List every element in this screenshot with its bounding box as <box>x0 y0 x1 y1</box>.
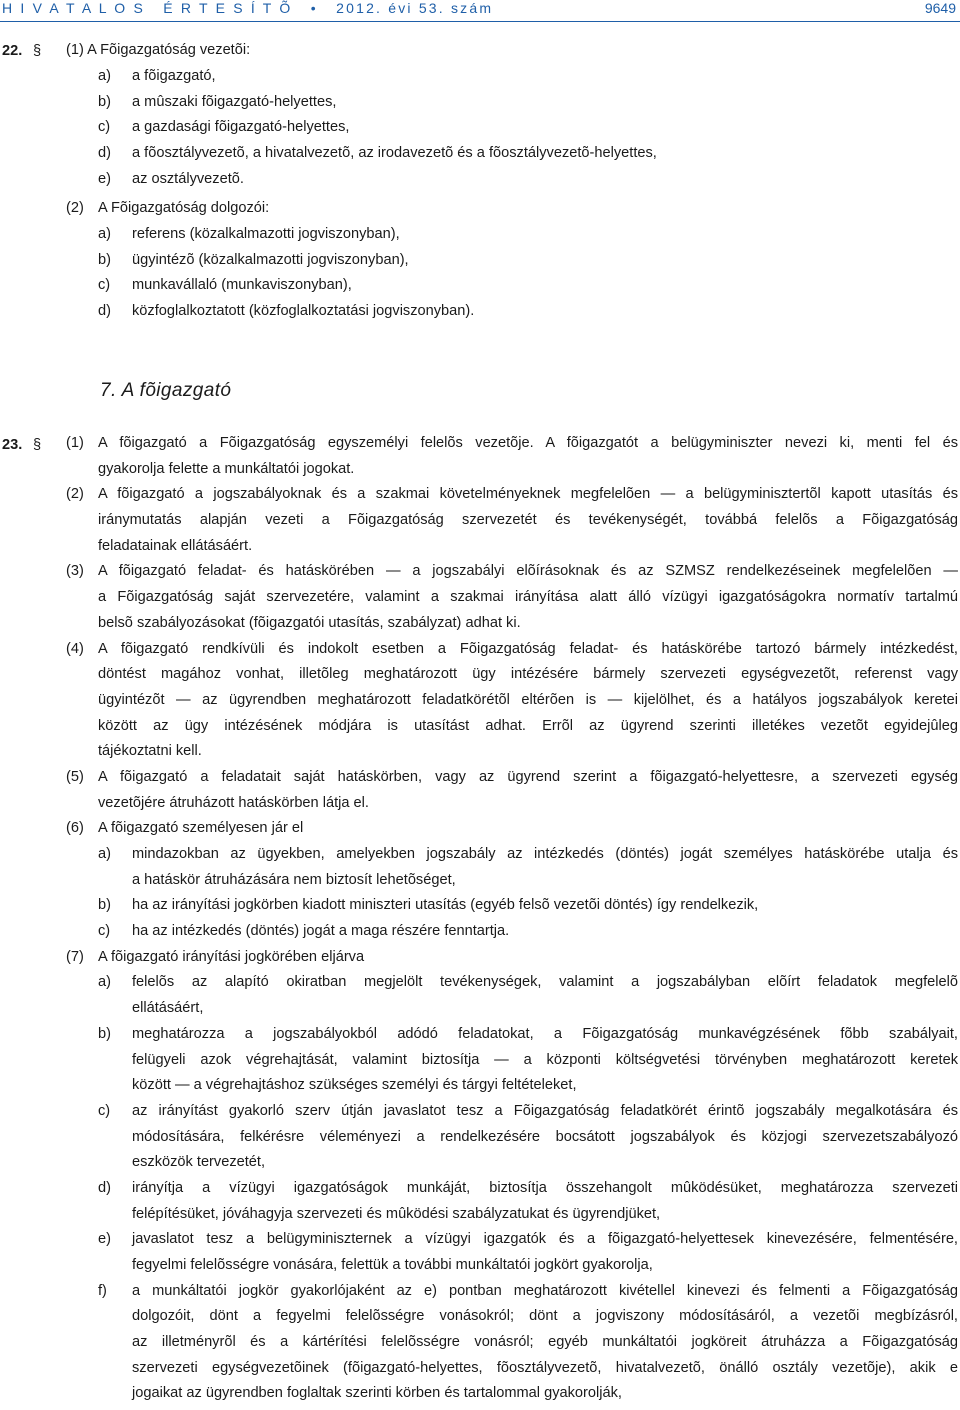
text-line: belsõ szabályozásokat (fõigazgatói utasítás, szabályzat) adhat ki. <box>98 614 521 631</box>
text-line: A fõigazgató a feladatait saját hatáskörben, vagy az ügyrend szerint a fõigazgató-helyettesre, a szervezeti egység <box>98 768 958 785</box>
text-line: ha az intézkedés (döntés) jogát a maga részére fenntartja. <box>132 923 510 940</box>
text-line: felelõs az alapító okiratban megjelölt tevékenységek, valamint a jogszabályban elõírt feladatok megfelelõ <box>132 974 958 991</box>
text-line: felügyeli azok végrehajtását, valamint biztosítja — a központi költségvetési törvényben meghatározott keretek <box>132 1051 958 1068</box>
list-item <box>98 115 938 141</box>
s22-p1-intro: (1) A Fõigazgatóság vezetõi: <box>66 42 251 58</box>
text-line: mindazokban az ügyekben, amelyekben jogszabály az intézkedés (döntés) jogát személyes hatáskörébe utalja és <box>132 846 958 862</box>
paragraph-number: (4) <box>66 640 84 657</box>
item-letter: d) <box>98 1179 111 1196</box>
list-item <box>98 248 938 274</box>
section-sign: § <box>33 437 42 453</box>
list-item <box>66 970 958 1021</box>
item-text: a mûszaki fõigazgató-helyettes, <box>132 93 337 110</box>
item-letter: b) <box>98 897 111 914</box>
list-item <box>66 842 958 893</box>
paragraph-intro: A fõigazgató személyesen jár el <box>98 820 304 837</box>
list-item <box>66 1176 958 1227</box>
text-line: szervezeti egységvezetõinek (fõigazgató-helyettes, fõosztályvezetõ, hivatalvezetõ, önálló osztály vezetõje), akik e <box>132 1359 958 1376</box>
text-line: fegyelmi felelõsségre vonására, felettük a további munkáltatói jogkört gyakorolja, <box>132 1257 653 1273</box>
section-22-number: 22. <box>2 43 23 59</box>
text-line: módosítására, felkérésre véleményezi a rendelkezésére bocsátott jogszabályok és közjogi szervezetszabályozó <box>132 1128 958 1145</box>
text-line: ügyintézõt — az ügyrendben meghatározott feladatkörétõl eltérõen is — kijelölhet, és a hatályos jogszabályok keretei <box>98 691 958 708</box>
text-line: gyakorolja felette a munkáltatói jogokat. <box>98 460 355 477</box>
paragraph-number: (6) <box>66 820 84 837</box>
item-letter: b) <box>98 1025 111 1042</box>
list-item <box>66 1279 958 1407</box>
text-line: felépítésüket, jóváhagyja szervezeti és mûködési szabályzatukat és ügyrendjüket, <box>132 1205 661 1222</box>
paragraph <box>66 431 958 482</box>
text-line: irányítja a vízügyi igazgatóságok munkáját, biztosítja összehangolt mûködésüket, meghatározza szervezeti <box>132 1179 958 1196</box>
item-letter: c) <box>98 119 111 136</box>
list-item <box>98 90 938 116</box>
paragraph <box>66 559 958 636</box>
page-header <box>0 0 960 22</box>
paragraph <box>66 765 958 816</box>
list-item <box>66 1227 958 1278</box>
list-item <box>98 64 938 90</box>
item-letter: d) <box>98 145 111 162</box>
paragraph-number: (1) <box>66 435 84 451</box>
s23-body <box>66 431 958 1407</box>
s22-p2-num: (2) <box>66 200 84 216</box>
paragraph <box>66 816 958 944</box>
item-letter: b) <box>98 93 111 110</box>
item-letter: e) <box>98 1231 111 1248</box>
paragraph-intro: A fõigazgató irányítási jogkörében eljárva <box>98 948 365 965</box>
item-text: az osztályvezetõ. <box>132 170 244 187</box>
text-line: javaslatot tesz a belügyminiszternek a vízügyi igazgatók és a fõigazgató-helyettesek kinevezésére, felmentésére, <box>132 1231 958 1248</box>
item-text: közfoglalkoztatott (közfoglalkoztatási jogviszonyban). <box>132 303 475 320</box>
item-text: referens (közalkalmazotti jogviszonyban), <box>132 226 400 242</box>
paragraph-number: (5) <box>66 768 84 785</box>
text-line: tájékoztatni kell. <box>98 743 202 760</box>
s22-p2-intro: A Fõigazgatóság dolgozói: <box>98 200 270 216</box>
list-item <box>98 222 938 248</box>
item-text: a fõosztályvezetõ, a hivatalvezetõ, az irodavezetõ és a fõosztályvezetõ-helyettes, <box>132 145 657 162</box>
item-letter: a) <box>98 226 111 242</box>
text-line: döntést magához vonhat, illetõleg meghatározott ügy intézésére bármely szervezeti egységvezetõt, referenst vagy <box>98 666 958 683</box>
page-number: 9649 <box>924 0 956 16</box>
chapter-heading: 7. A fõigazgató <box>100 380 232 401</box>
paragraph <box>66 945 958 1407</box>
text-line: az illetményrõl és a kártérítési felelõsségre vonásról; egyéb munkáltatói jogköreit átruházza a Fõigazgatóság <box>132 1334 958 1351</box>
paragraph-number: (3) <box>66 563 84 580</box>
item-letter: f) <box>98 1282 107 1299</box>
text-line: ha az irányítási jogkörben kiadott miniszteri utasítás (egyéb felsõ vezetõi döntés) így rendelkezik, <box>132 897 759 914</box>
item-text: a gazdasági fõigazgató-helyettes, <box>132 119 350 136</box>
list-item <box>98 273 938 299</box>
list-item <box>66 1022 958 1099</box>
item-text: munkavállaló (munkaviszonyban), <box>132 277 352 294</box>
paragraph-number: (2) <box>66 486 84 503</box>
item-letter: a) <box>98 68 111 84</box>
text-line: A fõigazgató feladat- és hatáskörében — a jogszabályi elõírásoknak és az SZMSZ rendelkezéseinek megfelelõen — <box>98 563 958 580</box>
text-line: dolgozóit, dönt a fegyelmi felelõsségre vonásokról; dönt a jogviszony módosításáról, a vezetõi megbízásról, <box>132 1308 958 1325</box>
paragraph <box>66 482 958 559</box>
item-letter: c) <box>98 923 111 940</box>
text-line: vezetõjére átruházott hatáskörben látja el. <box>98 794 369 811</box>
paragraph-number: (7) <box>66 948 84 965</box>
text-line: A fõigazgató a jogszabályoknak és a szakmai követelményeknek megfelelõen — a belügyminisztertõl kapott utasítás és <box>98 486 958 503</box>
text-line: között — a végrehajtáshoz szükséges személyi és tárgyi feltételeket, <box>132 1077 577 1094</box>
text-line: a Fõigazgatóság saját szervezetére, valamint a szakmai irányítása alatt álló vízügyi igazgatóságokra normatív tartalmú <box>98 589 958 606</box>
list-item <box>98 141 938 167</box>
s22-p1-list <box>98 64 938 192</box>
item-text: a fõigazgató, <box>132 68 216 84</box>
text-line: között az ügy intézésének módjára is utasítást adhat. Errõl az ügyrend szerinti illetékes vezetõt egyidejûleg <box>98 717 958 734</box>
list-item <box>66 893 958 919</box>
journal-title: H I V A T A L O S É R T E S Í T Õ • 2012. évi 53. szám <box>2 0 494 16</box>
text-line: meghatározza a jogszabályokból adódó feladatokat, a Fõigazgatóság munkavégzésének fõbb szabályait, <box>132 1025 958 1042</box>
item-letter: a) <box>98 974 111 991</box>
list-item <box>66 919 958 945</box>
text-line: feladatainak ellátásáért. <box>98 537 253 554</box>
header-rule <box>0 21 960 22</box>
text-line: jogaikat az ügyrendben foglaltak szerinti körben és tartalommal gyakorolják, <box>132 1385 622 1402</box>
s22-p2-list <box>98 222 938 325</box>
section-sign: § <box>33 43 42 59</box>
list-item <box>98 299 938 325</box>
list-item <box>66 1099 958 1176</box>
text-line: a hatáskör átruházására nem biztosít lehetõséget, <box>132 871 456 888</box>
text-line: iránymutatás alapján vezeti a Fõigazgatóság szervezetét és tevékenységét, továbbá felelõs a Fõigazgatóság <box>98 512 958 529</box>
item-letter: a) <box>98 846 111 862</box>
paragraph <box>66 637 958 765</box>
text-line: ellátásáért, <box>132 1000 204 1017</box>
text-line: a munkáltatói jogkör gyakorlójaként az e) pontban meghatározott kivétellel kinevezi és felmenti a Fõigazgatóság <box>132 1282 958 1299</box>
item-letter: c) <box>98 1102 111 1119</box>
list-item <box>98 167 938 193</box>
text-line: az irányítást gyakorló szerv útján javaslatot tesz a Fõigazgatóság feladatkörét érintõ jogszabály megalkotására és <box>132 1102 958 1119</box>
text-line: eszközök tervezetét, <box>132 1154 266 1171</box>
text-line: A fõigazgató rendkívüli és indokolt esetben a Fõigazgatóság feladat- és hatáskörébe tartozó bármely intézkedést, <box>98 640 958 657</box>
item-text: ügyintézõ (közalkalmazotti jogviszonyban), <box>132 251 409 268</box>
item-letter: d) <box>98 303 111 320</box>
item-letter: e) <box>98 170 111 187</box>
text-line: A fõigazgató a Fõigazgatóság egyszemélyi felelõs vezetõje. A fõigazgatót a belügyminiszter nevezi ki, menti fel és <box>98 435 958 451</box>
section-23-number: 23. <box>2 437 23 453</box>
item-letter: b) <box>98 251 111 268</box>
item-letter: c) <box>98 277 111 294</box>
